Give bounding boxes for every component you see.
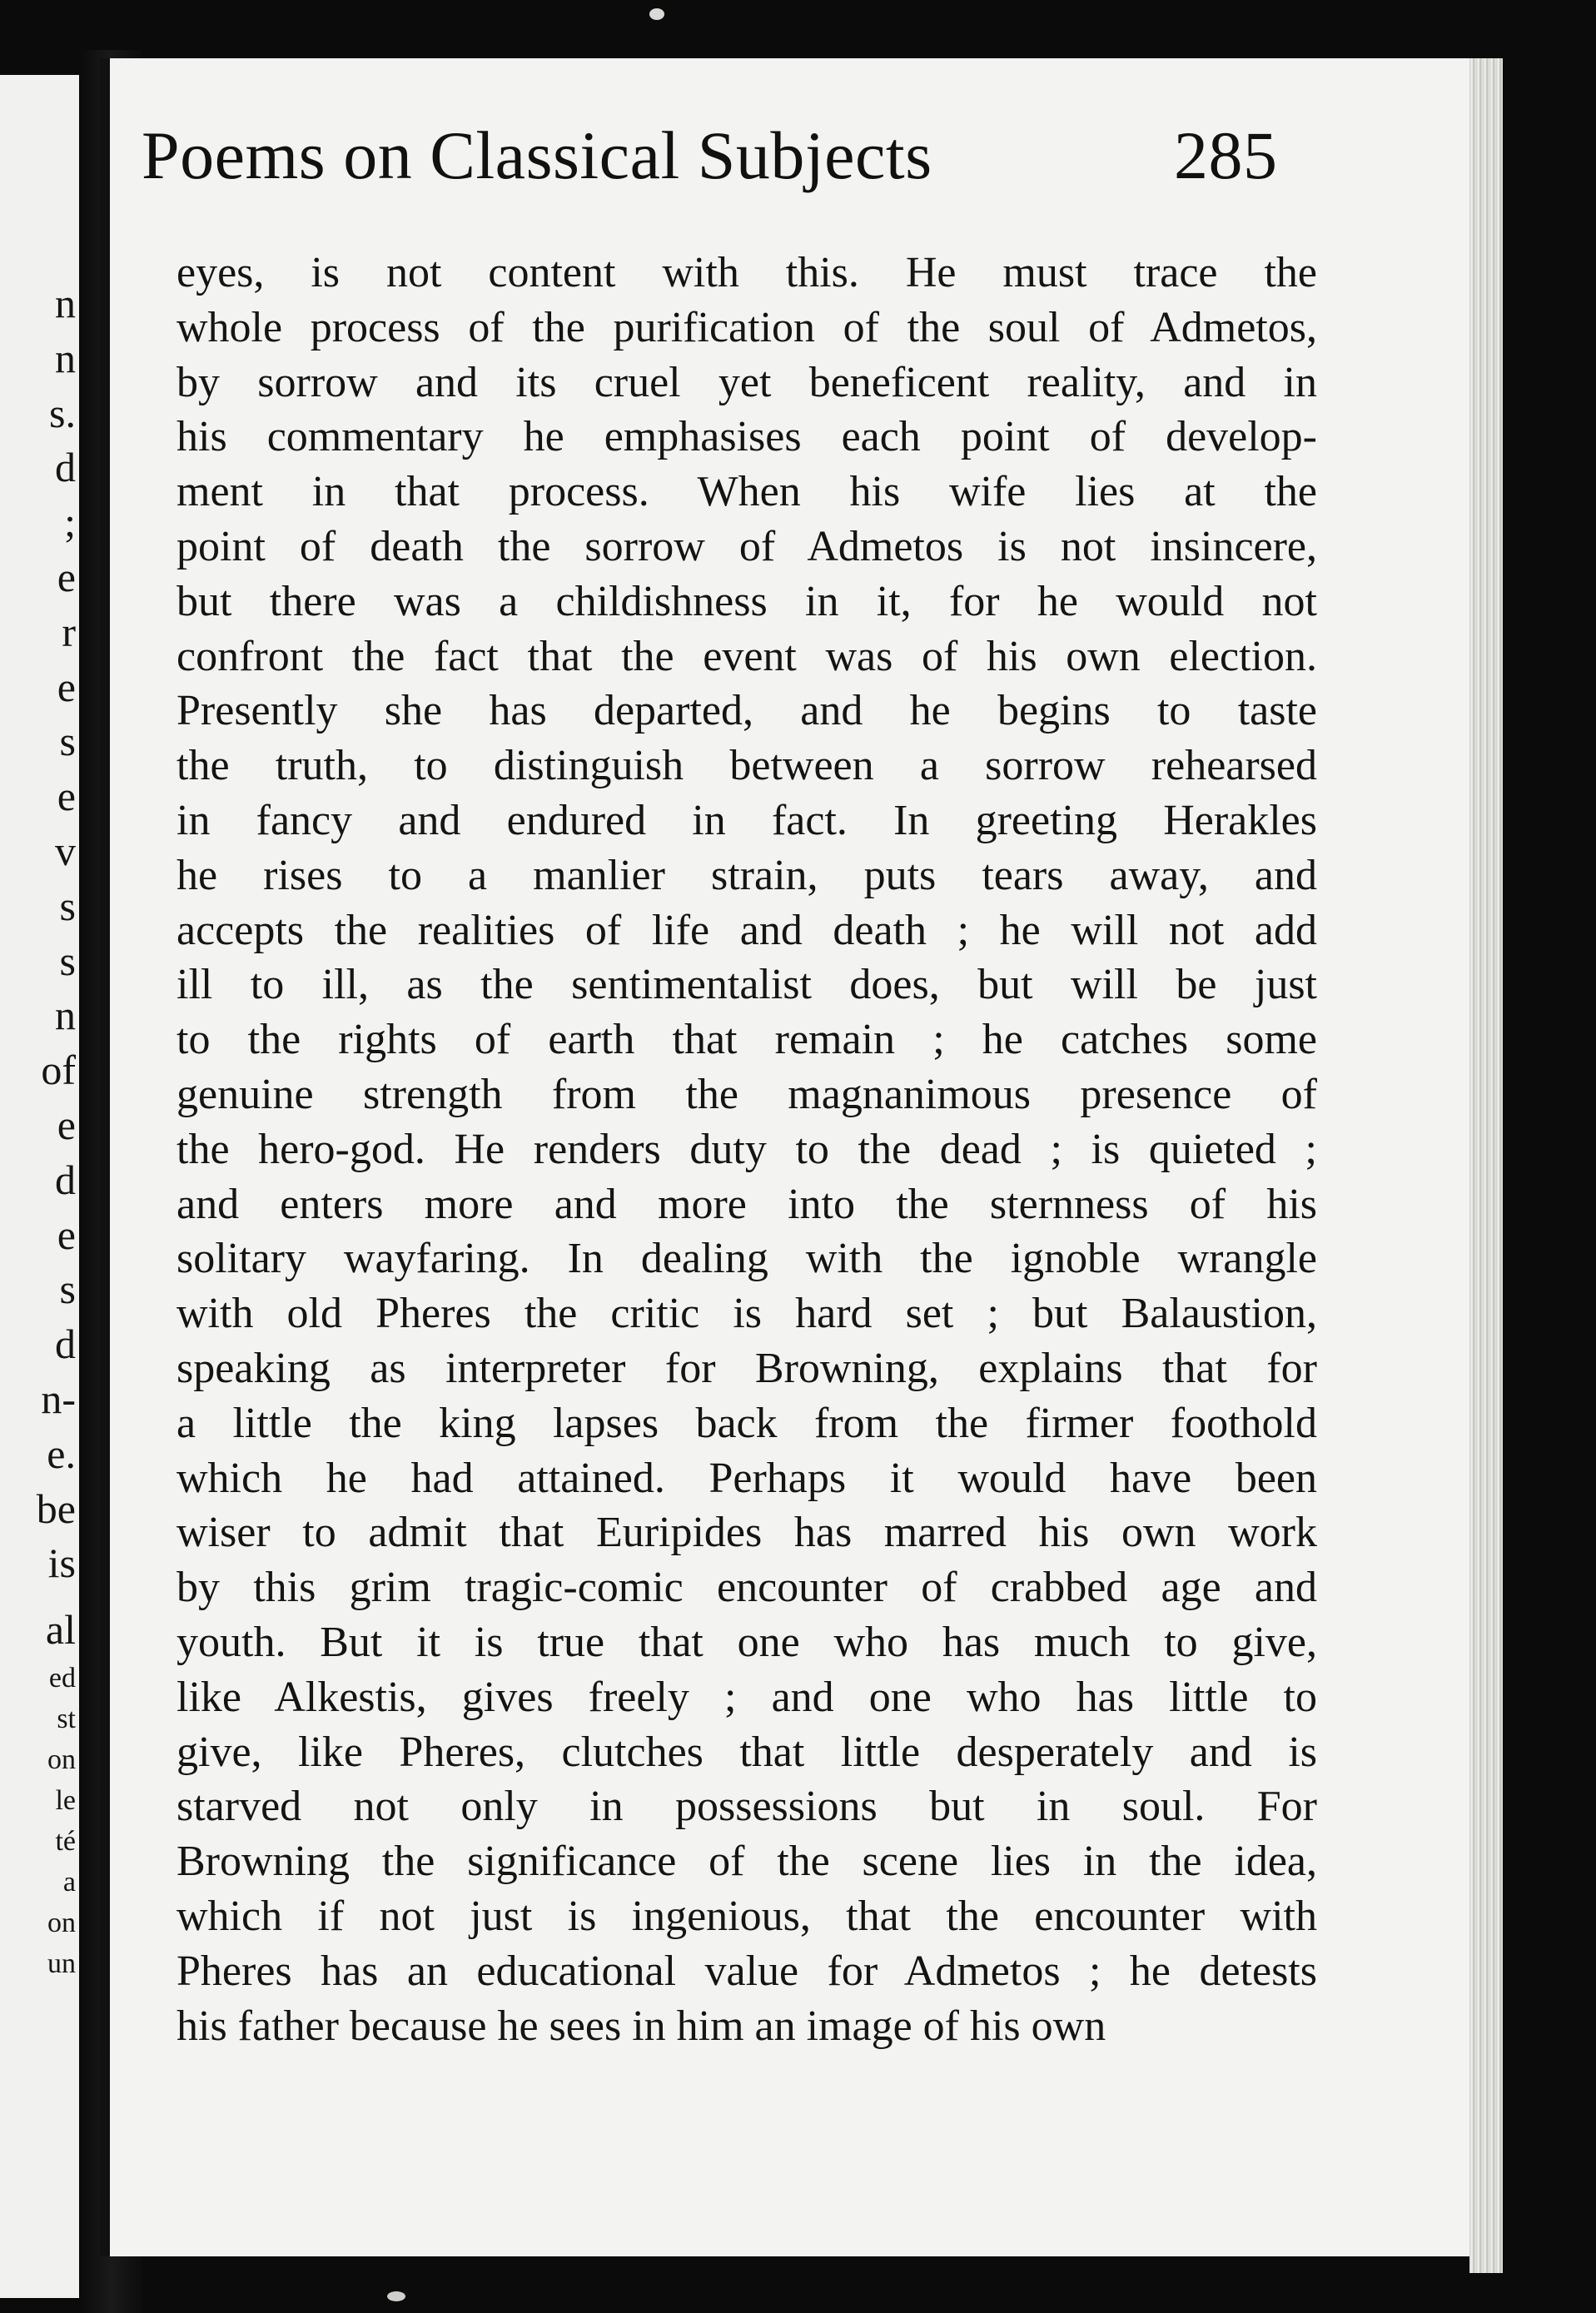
text-line: the hero-god. He renders duty to the dead ; is quieted ;	[177, 1125, 1317, 1173]
text-line: youth. But it is true that one who has much to give,	[177, 1618, 1317, 1666]
facing-line-end: a	[62, 1867, 76, 1898]
text-line: Presently she has departed, and he begins to taste	[177, 687, 1317, 735]
text-line: and enters more and more into the sternness of his	[177, 1180, 1317, 1228]
text-line: by sorrow and its cruel yet beneficent reality, and in	[177, 358, 1317, 406]
text-line: genuine strength from the magnanimous presence of	[177, 1070, 1317, 1118]
facing-line-end: of	[41, 1047, 76, 1094]
facing-line-end: v	[55, 827, 76, 874]
text-line: solitary wayfaring. In dealing with the ignoble wrangle	[177, 1235, 1317, 1283]
text-line: a little the king lapses back from the firmer foothold	[177, 1399, 1317, 1447]
facing-line-end: n	[55, 334, 76, 381]
facing-line-end: e	[57, 773, 76, 820]
facing-line-end: d	[55, 444, 76, 491]
facing-line-end: le	[55, 1785, 76, 1817]
text-line: eyes, is not content with this. He must trace the	[177, 249, 1317, 296]
dust-speck	[387, 2291, 405, 2301]
facing-page-line-ends	[1, 276, 76, 1984]
facing-line-end: al	[45, 1606, 76, 1654]
text-line: point of death the sorrow of Admetos is not insincere,	[177, 522, 1317, 570]
facing-line-end: s	[59, 718, 76, 765]
dust-speck	[649, 8, 664, 20]
facing-line-end: ;	[64, 499, 76, 546]
page-edge	[1469, 58, 1503, 2273]
text-line: which if not just is ingenious, that the encounter with	[177, 1892, 1317, 1940]
body-text	[177, 246, 1317, 2053]
text-line: by this grim tragic-comic encounter of crabbed age and	[177, 1564, 1317, 1612]
text-line: with old Pheres the critic is hard set ; but Balaustion,	[177, 1290, 1317, 1338]
facing-line-end: e	[57, 1211, 76, 1258]
facing-line-end: d	[55, 1321, 76, 1368]
facing-line-end: d	[55, 1156, 76, 1203]
text-line: confront the fact that the event was of his own election.	[177, 632, 1317, 680]
facing-line-end: st	[57, 1704, 76, 1735]
facing-line-end: on	[47, 1744, 76, 1776]
text-line: ill to ill, as the sentimentalist does, but will be just	[177, 961, 1317, 1009]
facing-line-end: s.	[49, 389, 76, 436]
facing-line-end: e	[57, 553, 76, 600]
facing-line-end: on	[47, 1908, 76, 1939]
text-line: give, like Pheres, clutches that little desperately and is	[177, 1728, 1317, 1776]
facing-line-end: n-	[41, 1375, 76, 1422]
facing-line-end: e	[57, 1101, 76, 1148]
facing-page	[0, 75, 79, 2298]
facing-line-end: r	[62, 608, 76, 655]
facing-line-end: e	[57, 663, 76, 710]
text-line: in fancy and endured in fact. In greeting Herakles	[177, 796, 1317, 844]
facing-line-end: ed	[48, 1663, 76, 1694]
running-head	[142, 117, 1307, 208]
facing-line-end: s	[59, 882, 76, 929]
text-line: to the rights of earth that remain ; he catches some	[177, 1016, 1317, 1064]
text-line: Pheres has an educational value for Admetos ; he detests	[177, 1947, 1317, 1995]
text-line: ment in that process. When his wife lies at the	[177, 468, 1317, 516]
text-line: speaking as interpreter for Browning, explains that for	[177, 1344, 1317, 1392]
facing-line-end: té	[55, 1826, 76, 1858]
facing-line-end: s	[59, 1266, 76, 1313]
page-number: 285	[1174, 117, 1278, 193]
facing-line-end: s	[59, 937, 76, 984]
facing-line-end: un	[47, 1948, 76, 1980]
facing-line-end: n	[55, 280, 76, 326]
text-line: accepts the realities of life and death ; he will not add	[177, 906, 1317, 954]
text-line: his commentary he emphasises each point of develop-	[177, 413, 1317, 461]
facing-line-end: e.	[47, 1430, 76, 1477]
text-line: wiser to admit that Euripides has marred his own work	[177, 1509, 1317, 1557]
text-line: like Alkestis, gives freely ; and one who has little to	[177, 1673, 1317, 1721]
text-line: which he had attained. Perhaps it would have been	[177, 1454, 1317, 1502]
text-line: but there was a childishness in it, for he would not	[177, 577, 1317, 625]
facing-line-end: n	[55, 992, 76, 1039]
text-line: starved not only in possessions but in soul. For	[177, 1783, 1317, 1831]
text-line: the truth, to distinguish between a sorrow rehearsed	[177, 742, 1317, 790]
text-line: he rises to a manlier strain, puts tears away, and	[177, 851, 1317, 899]
text-line: Browning the significance of the scene lies in the idea,	[177, 1838, 1317, 1886]
facing-line-end: is	[47, 1540, 76, 1587]
running-head-title: Poems on Classical Subjects	[142, 117, 932, 193]
text-line: his father because he sees in him an image of his own	[177, 2002, 1106, 2050]
text-line: whole process of the purification of the soul of Admetos,	[177, 303, 1317, 351]
facing-line-end: be	[36, 1485, 76, 1532]
